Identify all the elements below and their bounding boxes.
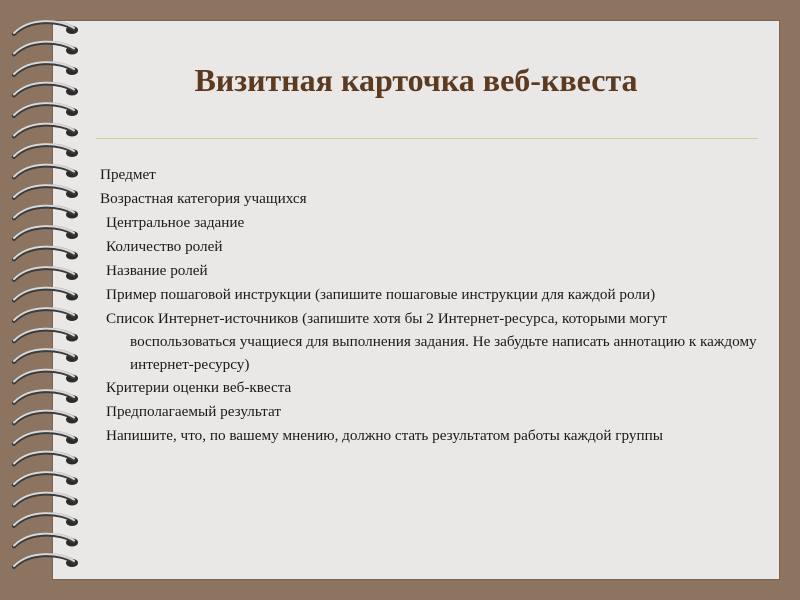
slide-title: Визитная карточка веб-квеста: [194, 62, 638, 98]
list-item: Критерии оценки веб-квеста: [106, 379, 292, 396]
spiral-ring: [14, 185, 78, 198]
spiral-ring: [14, 370, 78, 383]
spiral-ring: [14, 431, 78, 444]
spiral-ring: [14, 472, 78, 485]
slide-page: [52, 20, 780, 580]
spiral-ring: [14, 165, 78, 178]
spiral-ring: [14, 288, 78, 301]
spiral-ring: [14, 247, 78, 260]
spiral-ring: [14, 124, 78, 137]
spiral-ring: [14, 206, 78, 219]
spiral-ring: [14, 42, 78, 55]
spiral-ring: [14, 329, 78, 342]
list-item: Количество ролей: [106, 238, 223, 255]
list-item: Напишите, что, по вашему мнению, должно стать результатом работы каждой группы: [106, 427, 663, 444]
list-item: Предполагаемый результат: [106, 403, 281, 420]
spiral-ring: [14, 493, 78, 506]
list-item: Центральное задание: [106, 214, 245, 231]
spiral-ring: [14, 103, 78, 116]
spiral-ring: [14, 534, 78, 547]
list-item: Название ролей: [106, 262, 208, 279]
item-list: [100, 163, 760, 447]
spiral-ring: [14, 62, 78, 75]
spiral-ring: [14, 267, 78, 280]
spiral-ring: [14, 390, 78, 403]
list-item: Список Интернет-источников (запишите хотя бы 2 Интернет-ресурса, которыми могут воспользоваться учащиеся для выполнения задания. Не забудьте написать аннотацию к каждому интернет-ресурсу): [106, 310, 757, 373]
spiral-ring: [14, 554, 78, 567]
spiral-ring: [14, 349, 78, 362]
spiral-ring: [14, 83, 78, 96]
spiral-ring: [14, 308, 78, 321]
spiral-ring: [14, 21, 78, 34]
list-item: Пример пошаговой инструкции (запишите пошаговые инструкции для каждой роли): [106, 286, 656, 303]
list-item: Предмет: [100, 166, 156, 183]
list-item: Возрастная категория учащихся: [100, 190, 307, 207]
spiral-ring: [14, 226, 78, 239]
spiral-ring: [14, 513, 78, 526]
spiral-ring: [14, 411, 78, 424]
spiral-ring: [14, 452, 78, 465]
spiral-binding: [0, 0, 90, 600]
spiral-ring: [14, 144, 78, 157]
title-divider: [96, 138, 758, 139]
